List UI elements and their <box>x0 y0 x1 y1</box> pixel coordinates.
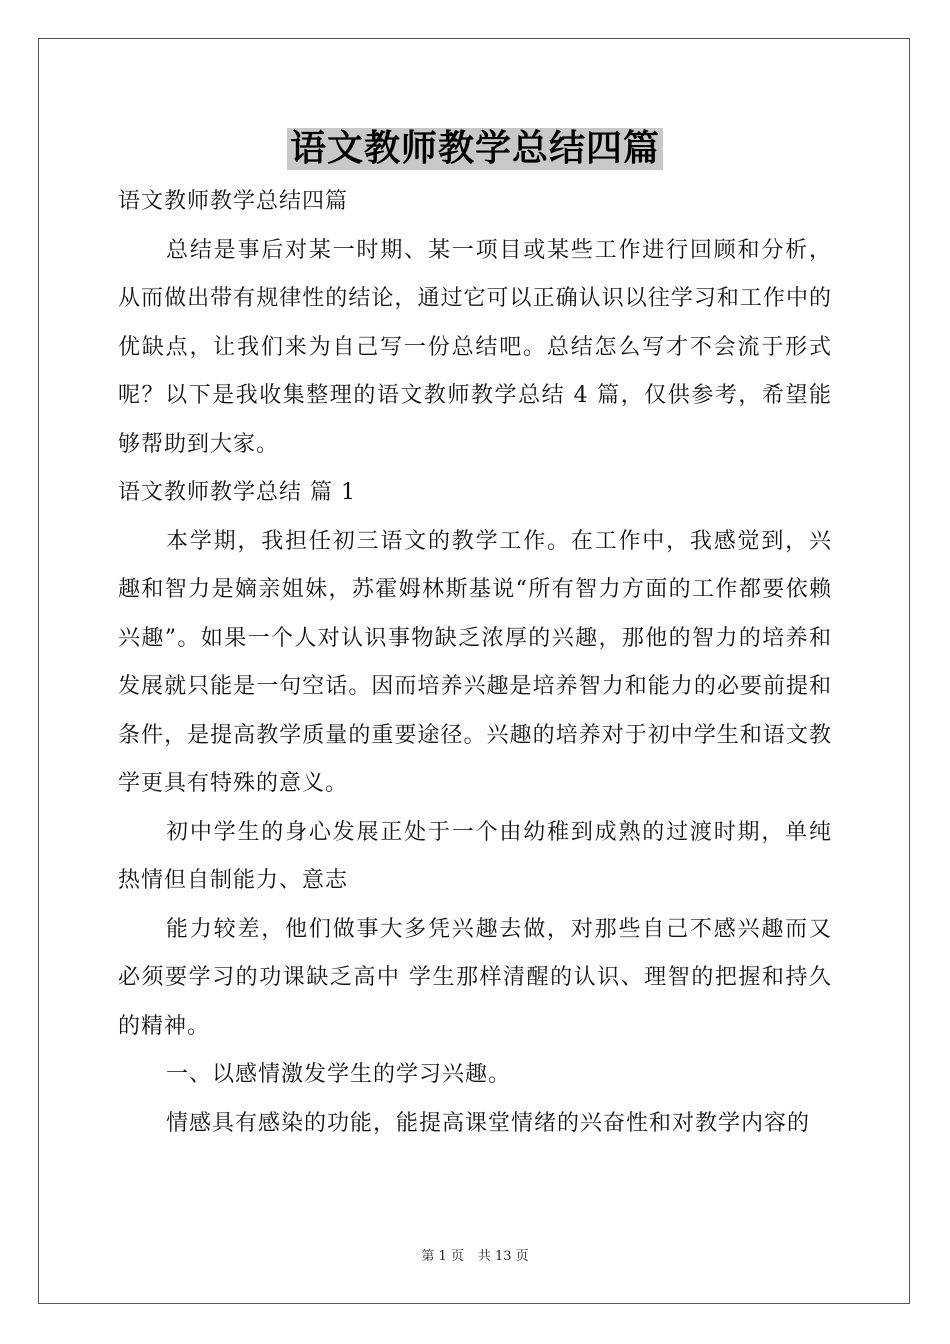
intro-paragraph: 总结是事后对某一时期、某一项目或某些工作进行回顾和分析，从而做出带有规律性的结论，通过它可以正确认识以往学习和工作中的优缺点，让我们来为自己写一份总结吧。总结怎么写才不会流于形式呢？以下是我收集整理的语文教师教学总结 4 篇，仅供参考，希望能够帮助到大家。 <box>118 237 832 457</box>
body-paragraph: 情感具有感染的功能，能提高课堂情绪的兴奋性和对教学内容的 <box>166 1110 811 1136</box>
body-paragraph: 能力较差，他们做事大多凭兴趣去做，对那些自己不感兴趣而又必须要学习的功课缺乏高中 学生那样清醒的认识、理智的把握和持久的精神。 <box>118 916 832 1039</box>
page-total: 共 13 页 <box>477 1249 529 1264</box>
page-number: 第 1 页 <box>421 1249 464 1264</box>
section-heading: 语文教师教学总结 篇 1 <box>118 480 356 505</box>
page-footer <box>0 1248 950 1266</box>
list-heading: 一、以感情激发学生的学习兴趣。 <box>166 1062 512 1087</box>
body-paragraph: 初中学生的身心发展正处于一个由幼稚到成熟的过渡时期，单纯热情但自制能力、意志 <box>118 819 832 893</box>
document-body <box>118 178 832 1148</box>
title-area <box>0 128 950 170</box>
document-title: 语文教师教学总结四篇 <box>287 128 663 170</box>
document-subtitle: 语文教师教学总结四篇 <box>118 189 349 214</box>
body-paragraph: 本学期，我担任初三语文的教学工作。在工作中，我感觉到，兴趣和智力是嫡亲姐妹，苏霍姆林斯基说“所有智力方面的工作都要依赖兴趣”。如果一个人对认识事物缺乏浓厚的兴趣，那他的智力的培养和发展就只能是一句空话。因而培养兴趣是培养智力和能力的必要前提和条件，是提高教学质量的重要途径。兴趣的培养对于初中学生和语文教学更具有特殊的意义。 <box>118 528 832 796</box>
